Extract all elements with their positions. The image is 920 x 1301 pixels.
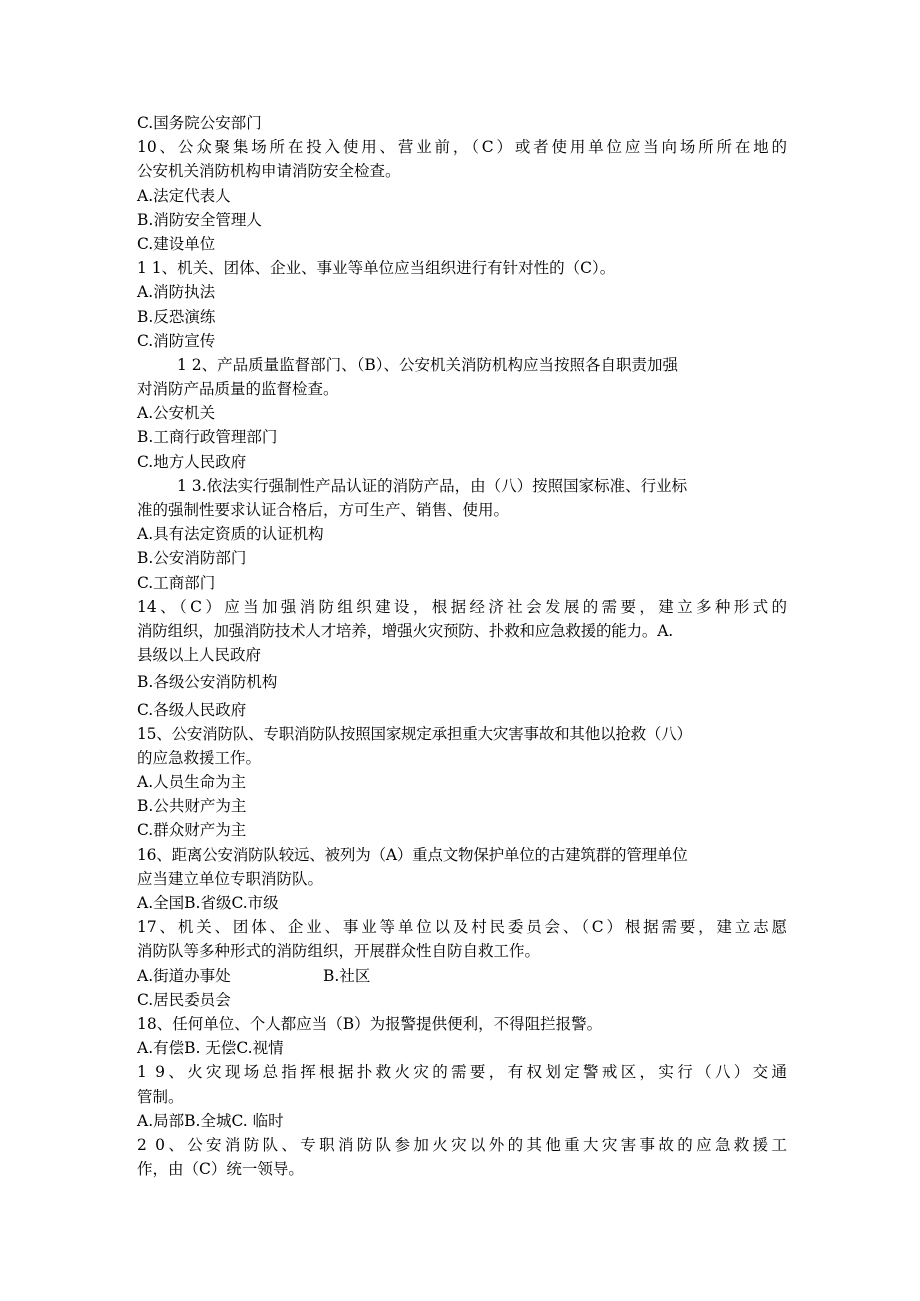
question-18-line: 18、任何单位、个人都应当（B）为报警提供便利，不得阻拦报警。 [137,1014,603,1033]
option-line: C.建设单位 [137,234,216,253]
question-13-line-1: 1 3.依法实行强制性产品认证的消防产品，由（八）按照国家标准、行业标 [177,476,688,495]
option-line [137,964,787,988]
option-line: B.消防安全管理人 [137,210,262,229]
question-15-line-1: 15、公安消防队、专职消防队按照国家规定承担重大灾害事故和其他以抢救（八） [137,724,692,743]
question-15-line-2: 的应急救援工作。 [137,748,262,767]
question-20-line-1: 2 0、公安消防队、专职消防队参加火灾以外的其他重大灾害事故的应急救援工 [137,1135,787,1154]
option-line: C.居民委员会 [137,990,231,1009]
option-line: A.具有法定资质的认证机构 [137,525,324,544]
question-20-line-2: 作，由（C）统一领导。 [137,1160,304,1179]
option-line: A.全国B.省级C.市级 [137,894,279,912]
question-14-line-1: 14、（C）应当加强消防组织建设，根据经济社会发展的需要，建立多种形式的 [137,597,787,616]
question-16-line-1: 16、距离公安消防队较远、被列为（A）重点文物保护单位的古建筑群的管理单位 [137,845,688,864]
question-13-line-2: 准的强制性要求认证合格后，方可生产、销售、使用。 [137,501,510,519]
question-12-line-1: 1 2、产品质量监督部门、（B）、公安机关消防机构应当按照各自职责加强 [177,355,679,374]
question-19-line-1: 1 9、火灾现场总指挥根据扑救火灾的需要，有权划定警戒区，实行（八）交通 [137,1063,787,1082]
question-16-line-2: 应当建立单位专职消防队。 [137,869,324,888]
option-line: A.消防执法 [137,283,216,302]
question-14-line-2: 消防组织，加强消防技术人才培养，增强火灾预防、扑救和应急救援的能力。A. [137,621,673,640]
option-line: B.各级公安消防机构 [137,673,278,692]
option-line: C.各级人民政府 [137,700,247,719]
question-19-line-2: 管制。 [137,1087,184,1106]
option-line: B.公安消防部门 [137,549,247,568]
question-12-line-2: 对消防产品质量的监督检查。 [137,380,339,399]
question-17-line-2: 消防队等多种形式的消防组织，开展群众性自防自救工作。 [137,942,541,961]
question-11-line: 1 1、机关、团体、企业、事业等单位应当组织进行有针对性的（C）。 [137,259,616,278]
question-17-line-1: 17、机关、团体、企业、事业等单位以及村民委员会、（C）根据需要，建立志愿 [137,918,787,937]
option-line: A.法定代表人 [137,186,231,205]
question-10-line-1: 10、公众聚集场所在投入使用、营业前，（C）或者使用单位应当向场所所在地的 [137,138,787,157]
question-10-line-2: 公安机关消防机构申请消防安全检查。 [137,162,401,181]
option-line: C.消防宣传 [137,331,216,350]
option-a: A.街道办事处 [137,966,231,985]
text-line: C.国务院公安部门 [137,114,262,132]
option-line: A.人员生命为主 [137,773,247,792]
option-line: A.公安机关 [137,404,216,423]
option-line: B.工商行政管理部门 [137,428,278,447]
option-line: A.有偿B. 无偿C.视情 [137,1039,284,1058]
document-body [137,111,787,1181]
option-line: A.局部B.全城C. 临时 [137,1111,284,1130]
option-line: 县级以上人民政府 [137,646,262,665]
option-b: B.社区 [323,966,371,985]
option-line: B.公共财产为主 [137,797,247,816]
option-line: B.反恐演练 [137,307,216,326]
option-line: C.工商部门 [137,573,216,592]
option-line: C.地方人民政府 [137,452,247,471]
option-line: C.群众财产为主 [137,821,247,840]
